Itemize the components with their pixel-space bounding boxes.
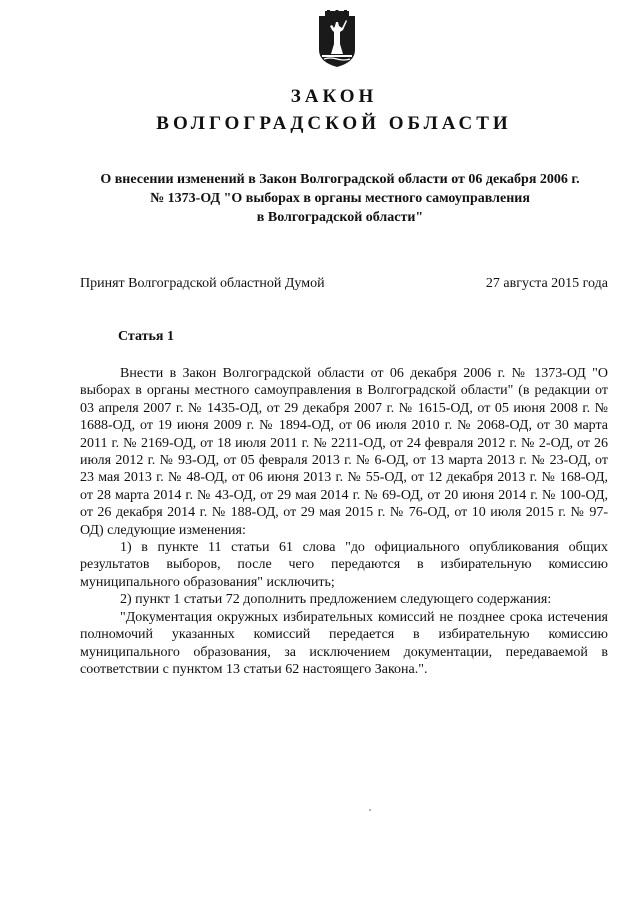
adoption-date: 27 августа 2015 года (485, 276, 608, 291)
volgograd-coat-of-arms-icon (316, 10, 358, 68)
article-item-1: 1) в пункте 11 статьи 61 слова "до официального опубликования общих результатов выборов, после чего передаются в избирательную комиссию муниципального образования" исключить; (80, 540, 608, 590)
document-title: ЗАКОН (290, 86, 378, 107)
article-item-2: 2) пункт 1 статьи 72 дополнить предложением следующего содержания: (120, 592, 552, 608)
adopted-by-text: Принят Волгоградской областной Думой (80, 276, 325, 291)
article-intro-paragraph: Внести в Закон Волгоградской области от 06 декабря 2006 г. № 1373-ОД "О выборах в органы местного самоуправления в Волгоградской области" (в редакции от 03 апреля 2007 г. № 1435-ОД, от 29 декабря 2007 г. № 1615-ОД, от 05 июня 2008 г. № 1688-ОД, от 19 июня 2009 г. № 1894-ОД, от 06 июля 2010 г. № 2068-ОД, от 30 марта 2011 г. № 2169-ОД, от 18 июля 2011 г. № 2211-ОД, от 24 февраля 2012 г. № 2-ОД, от 26 июля 2012 г. № 93-ОД, от 05 февраля 2013 г. № 6-ОД, от 13 марта 2013 г. № 23-ОД, от 23 мая 2013 г. № 48-ОД, от 06 июня 2013 г. № 55-ОД, от 12 декабря 2013 г. № 168-ОД, от 28 марта 2014 г. № 43-ОД, от 29 мая 2014 г. № 69-ОД, от 20 июня 2014 г. № 100-ОД, от 26 декабря 2014 г. № 188-ОД, от 29 мая 2015 г. № 76-ОД, от 10 июля 2015 г. № 97-ОД) следующие изменения: (80, 366, 608, 538)
law-subject-line: О внесении изменений в Закон Волгоградской области от 06 декабря 2006 г. (100, 172, 580, 187)
law-subject-line: в Волгоградской области" (256, 210, 424, 225)
article-body (80, 365, 608, 678)
law-subject-heading (70, 170, 610, 227)
adoption-info (80, 276, 608, 292)
article-quote: "Документация окружных избирательных комиссий не позднее срока истечения полномочий указанных комиссий передается в избирательную комиссию муниципального образования, за исключением документации, передаваемой в соответствии с пунктом 13 статьи 62 настоящего Закона.". (80, 609, 608, 677)
article-heading: Статья 1 (118, 329, 174, 344)
document-subtitle: ВОЛГОГРАДСКОЙ ОБЛАСТИ (156, 113, 512, 134)
law-subject-line: № 1373-ОД "О выборах в органы местного самоуправления (150, 191, 530, 206)
scan-dot (369, 809, 371, 811)
